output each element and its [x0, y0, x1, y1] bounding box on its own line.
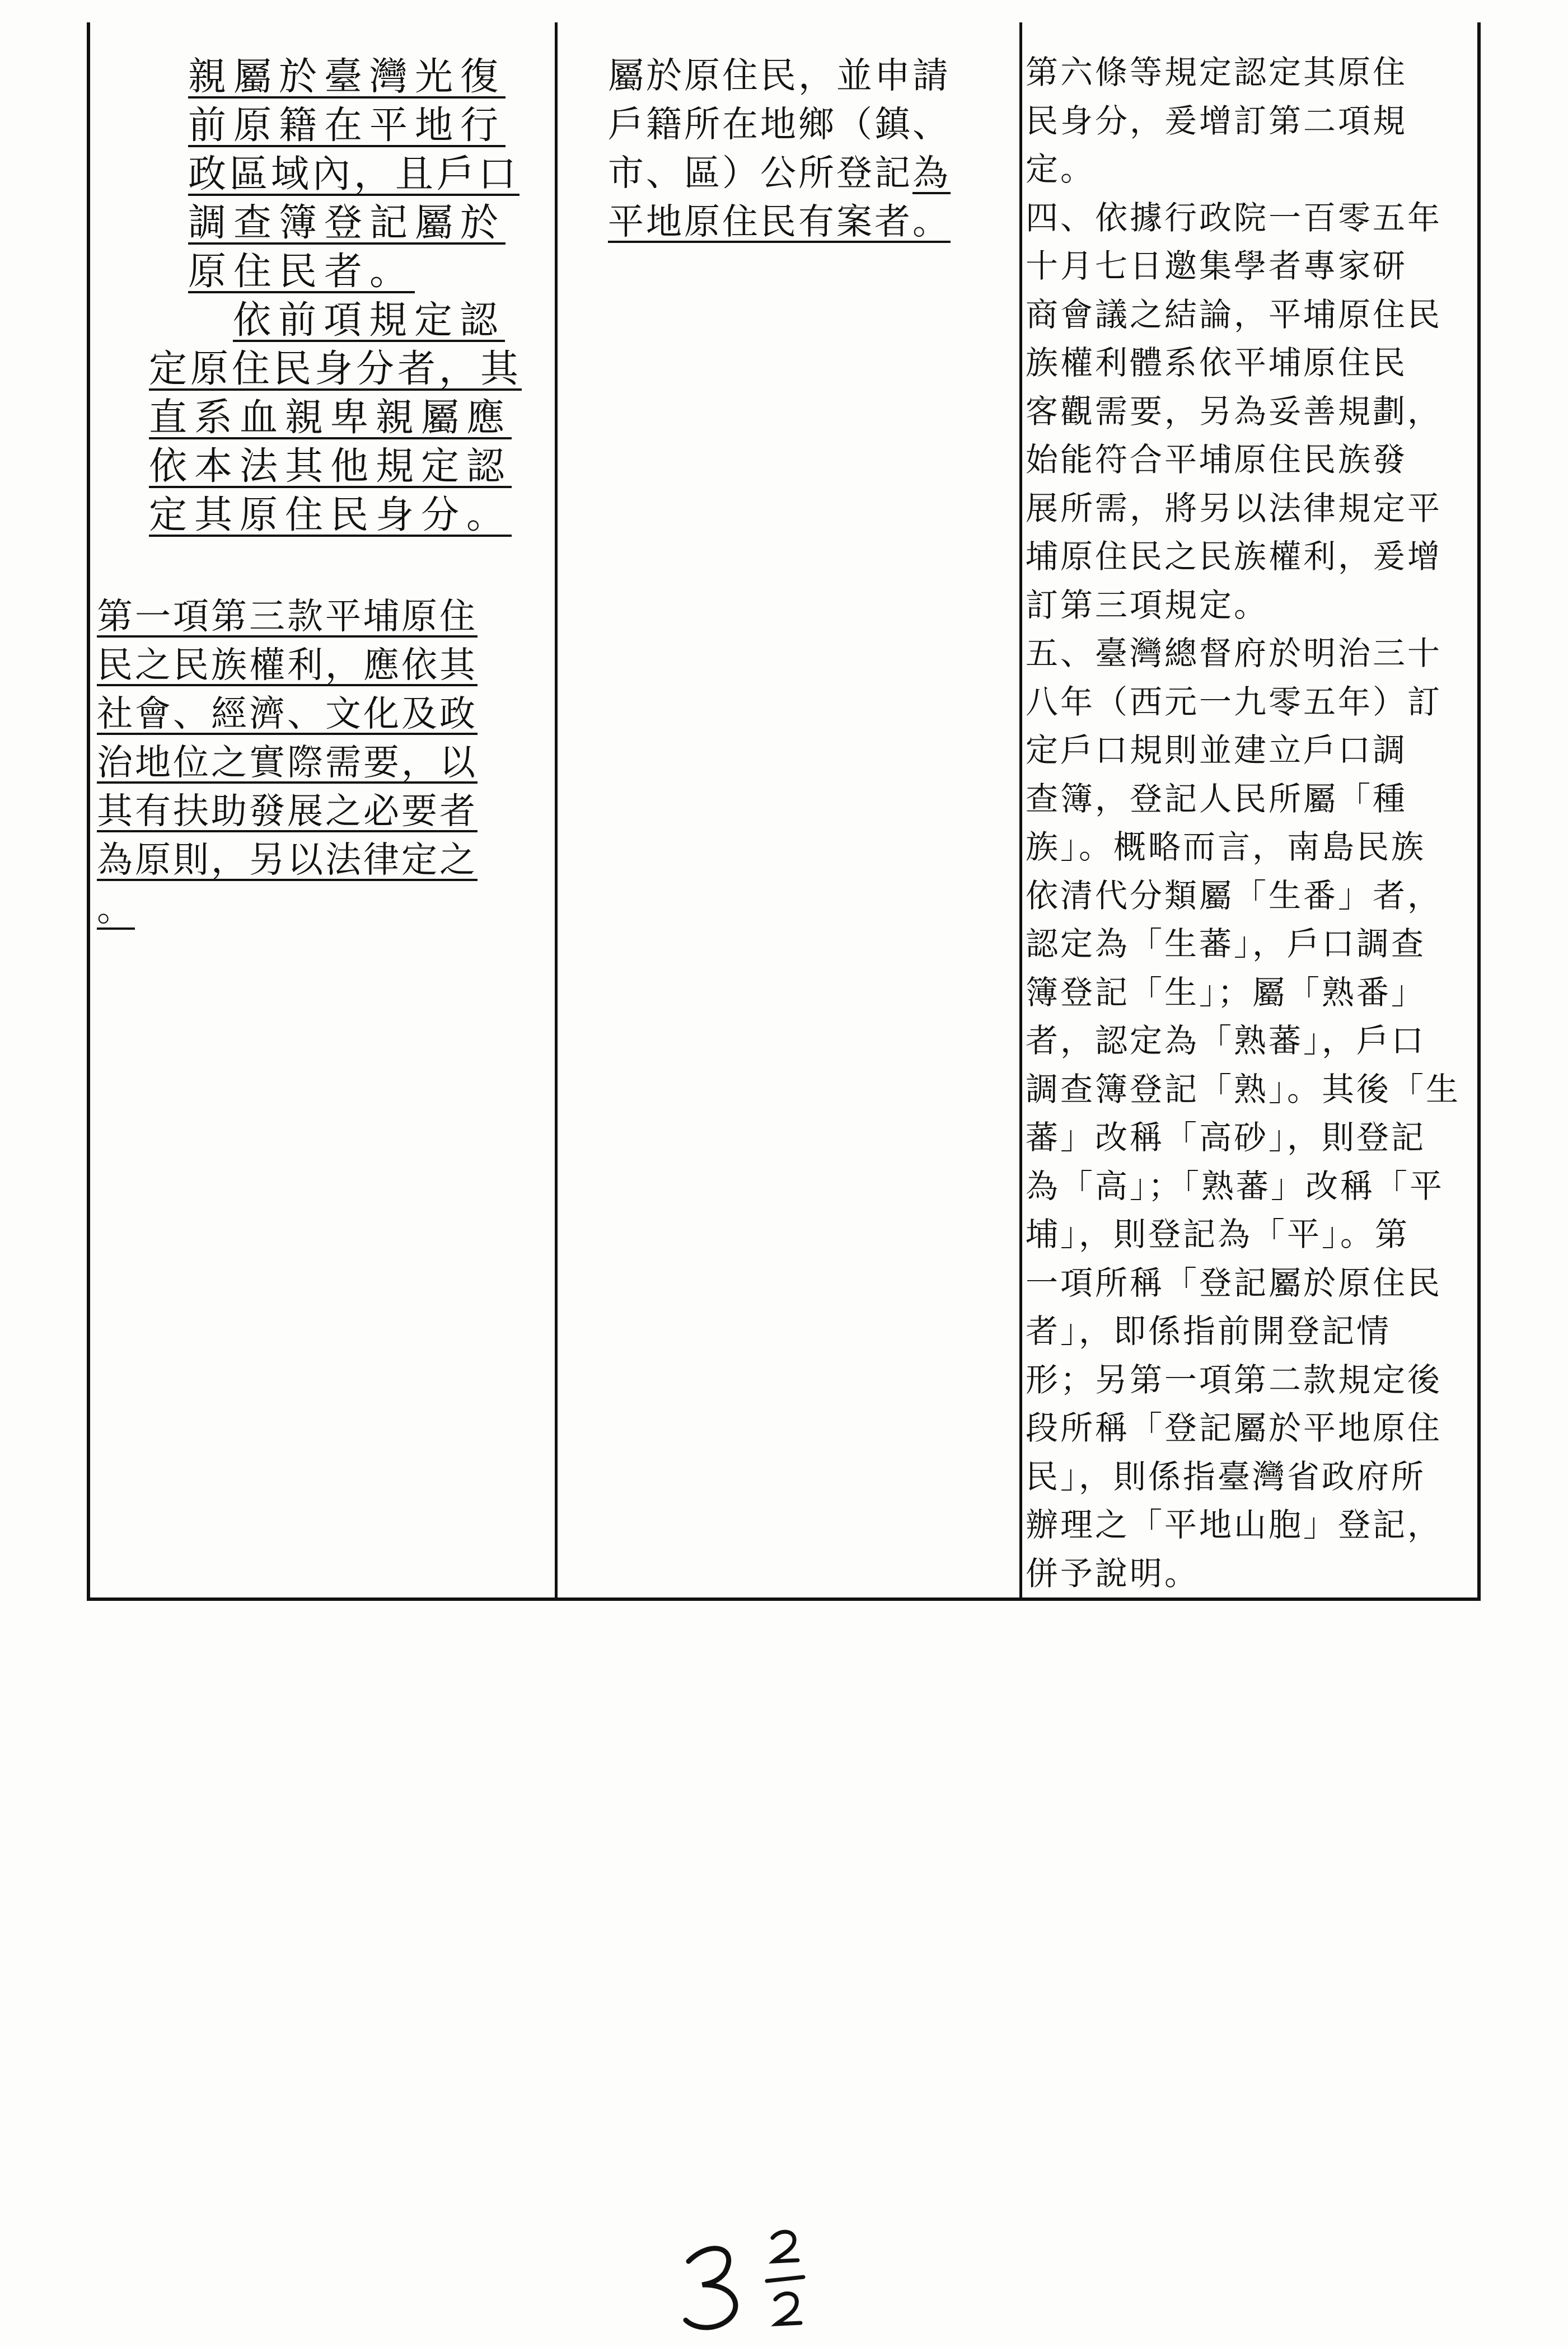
text-line: 社會、經濟、文化及政: [97, 694, 478, 735]
explanation-line: 始能符合平埔原住民族發: [1026, 441, 1408, 479]
text-line: 治地位之實際需要，以: [97, 742, 478, 784]
explanation-line: 者」，即係指前開登記情: [1026, 1312, 1392, 1350]
text-span: 市、區）公所登記: [608, 153, 912, 194]
text-line: 第一項第三款平埔原住: [97, 596, 478, 638]
explanation-line: 五、臺灣總督府於明治三十: [1026, 634, 1443, 672]
numerator-stroke: [773, 2232, 798, 2261]
text-line: 定其原住民身分。: [149, 493, 512, 537]
explanation-line: 第六條等規定認定其原住: [1026, 53, 1408, 91]
explanation-line: 訂第三項規定。: [1026, 585, 1269, 624]
text-line: 。: [97, 888, 135, 930]
explanation-line: 段所稱「登記屬於平地原住: [1026, 1409, 1443, 1447]
text-line: 直系血親卑親屬應: [149, 396, 512, 440]
explanation-line: 查簿，登記人民所屬「種: [1026, 779, 1408, 818]
explanation-line: 展所需，將另以法律規定平: [1026, 489, 1443, 527]
text-line: 定原住民身分者，其: [149, 347, 522, 391]
text-line: 依前項規定認: [233, 298, 505, 343]
explanation-line: 埔」，則登記為「平」。第: [1026, 1215, 1410, 1253]
text-line: 戶籍所在地鄉（鎮、: [608, 104, 951, 146]
explanation-line: 客觀需要，另為妥善規劃，: [1026, 392, 1443, 430]
digit-3-stroke: [686, 2248, 736, 2327]
explanation-line: 四、依據行政院一百零五年: [1026, 198, 1443, 237]
explanation-line: 簿登記「生」；屬「熟番」: [1026, 973, 1426, 1011]
text-line: 為原則，另以法律定之: [97, 840, 478, 881]
explanation-line: 定戶口規則並建立戶口調: [1026, 731, 1408, 769]
explanation-line: 定。: [1026, 150, 1096, 188]
denominator-stroke: [775, 2293, 801, 2324]
text-line: 屬於原住民，並申請: [608, 55, 951, 97]
explanation-line: 為「高」；「熟蕃」改稱「平: [1026, 1167, 1445, 1205]
explanation-line: 埔原住民之民族權利，爰增: [1026, 537, 1443, 575]
column-current-text: [558, 22, 1022, 1598]
comparison-table: [87, 22, 1481, 1601]
explanation-line: 辦理之「平地山胞」登記，: [1026, 1506, 1443, 1544]
explanation-line: 族」。概略而言，南島民族: [1026, 828, 1426, 866]
explanation-line: 認定為「生蕃」，戶口調查: [1026, 925, 1426, 963]
text-line: 依本法其他規定認: [149, 444, 512, 489]
text-line: 前原籍在平地行: [188, 104, 506, 148]
text-line: 調查簿登記屬於: [188, 201, 506, 245]
text-line: 平地原住民有案者。: [608, 202, 951, 243]
explanation-line: 商會議之結論，平埔原住民: [1026, 295, 1443, 334]
text-line: 親屬於臺灣光復: [188, 55, 506, 99]
explanation-line: 蕃」改稱「高砂」，則登記: [1026, 1118, 1426, 1156]
explanation-line: 十月七日邀集學者專家研: [1026, 247, 1408, 285]
text-line: 民之民族權利，應依其: [97, 645, 478, 686]
explanation-line: 民」，則係指臺灣省政府所: [1026, 1457, 1426, 1496]
explanation-line: 依清代分類屬「生番」者，: [1026, 876, 1443, 915]
page-number: [672, 2217, 840, 2340]
explanation-line: 族權利體系依平埔原住民: [1026, 344, 1408, 382]
column-explanation: [1022, 22, 1477, 1598]
explanation-line: 者，認定為「熟蕃」，戶口: [1026, 1022, 1426, 1060]
fraction-bar: [767, 2277, 803, 2281]
text-line: [608, 153, 951, 194]
explanation-line: 民身分，爰增訂第二項規: [1026, 101, 1408, 140]
explanation-line: 形；另第一項第二款規定後: [1026, 1360, 1443, 1399]
text-line: 原住民者。: [188, 250, 415, 294]
explanation-line: 併予說明。: [1026, 1554, 1200, 1592]
underlined-text: 為: [912, 153, 951, 194]
text-line: 其有扶助發展之必要者: [97, 791, 478, 832]
text-line: 政區域內，且戶口: [188, 152, 520, 196]
column-amended-text: [90, 22, 558, 1598]
explanation-line: 八年（西元一九零五年）訂: [1026, 682, 1443, 721]
explanation-line: 調查簿登記「熟」。其後「生: [1026, 1070, 1461, 1108]
handwritten-page-number: [672, 2217, 840, 2340]
explanation-line: 一項所稱「登記屬於原住民: [1026, 1263, 1443, 1302]
